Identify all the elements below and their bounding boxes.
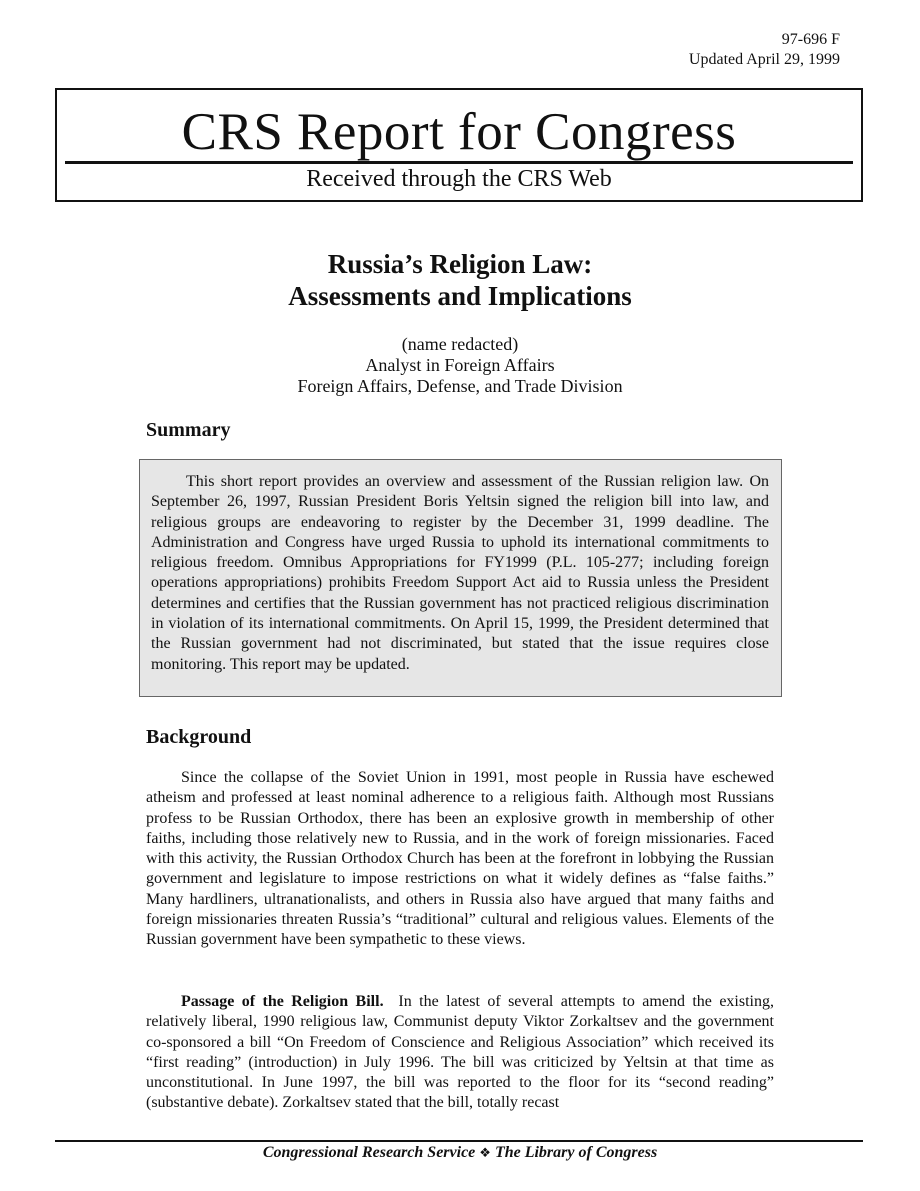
banner-title: CRS Report for Congress <box>181 103 737 161</box>
author-role: Analyst in Foreign Affairs <box>365 355 555 375</box>
background-paragraph-1: Since the collapse of the Soviet Union in 1991, most people in Russia have eschewed atheism and professed at least nominal adherence to a religious faith. Although most Russians profess to be Russian Orthodox, there has been an explosive growth in membership of other faiths, including those relatively new to Russia, and in the work of foreign missionaries. Faced with this activity, the Russian Orthodox Church has been at the forefront in lobbying the Russian government and legislature to impose restrictions on what it widely defines as “false faiths.” Many hardliners, ultranationalists, and others in Russia also have argued that many faiths and foreign missionaries threaten Russia’s “traditional” cultural and religious values. Elements of the Russian government have been sympathetic to these views. <box>146 769 774 949</box>
banner-subtitle: Received through the CRS Web <box>306 166 612 192</box>
report-title-line-1: Russia’s Religion Law: <box>327 249 593 279</box>
report-title-line-2: Assessments and Implications <box>288 281 632 311</box>
author-name: (name redacted) <box>401 334 519 354</box>
background-heading: Background <box>146 726 252 748</box>
footer-org: Congressional Research Service <box>262 1144 476 1161</box>
diamond-icon: ❖ <box>479 1146 491 1161</box>
updated-date: Updated April 29, 1999 <box>688 51 840 68</box>
summary-text: This short report provides an overview and assessment of the Russian religion law. On September 26, 1997, Russian President Boris Yeltsin signed the religion bill into law, and religious groups are endeavoring to register by the December 31, 1999 deadline. The Administration and Congress have urged Russia to uphold its international commitments to religious freedom. Omnibus Appropriations for FY1999 (P.L. 105-277; including foreign operations appropriations) prohibits Freedom Support Act aid to Russia unless the President determines and certifies that the Russian government has not practiced religious discrimination in violation of its international commitments. On April 15, 1999, the President determined that the Russian government had not discriminated, but stated that the issue requires close monitoring. This report may be updated. <box>151 473 769 673</box>
footer-divider <box>55 1140 863 1142</box>
run-in-heading: Passage of the Religion Bill. <box>181 993 384 1010</box>
report-title <box>0 248 920 312</box>
footer-library: The Library of Congress <box>494 1144 658 1161</box>
summary-heading: Summary <box>146 419 231 441</box>
background-paragraph-2 <box>146 992 774 1114</box>
author-division: Foreign Affairs, Defense, and Trade Division <box>297 376 623 396</box>
document-number: 97-696 F <box>781 31 840 48</box>
summary-box <box>139 459 782 697</box>
page-footer <box>0 1144 920 1162</box>
document-header-info <box>689 30 840 70</box>
background-paragraph-2-text: In the latest of several attempts to amend the existing, relatively liberal, 1990 religious law, Communist deputy Viktor Zorkaltsev and the government co-sponsored a bill “On Freedom of Conscience and Religious Association” which received its “first reading” (introduction) in July 1996. The bill was criticized by Yeltsin at that time as unconstitutional. In June 1997, the bill was reported to the floor for its “second reading” (substantive debate). Zorkaltsev stated that the bill, totally recast <box>146 993 774 1112</box>
byline <box>0 334 920 397</box>
report-banner <box>55 88 863 202</box>
